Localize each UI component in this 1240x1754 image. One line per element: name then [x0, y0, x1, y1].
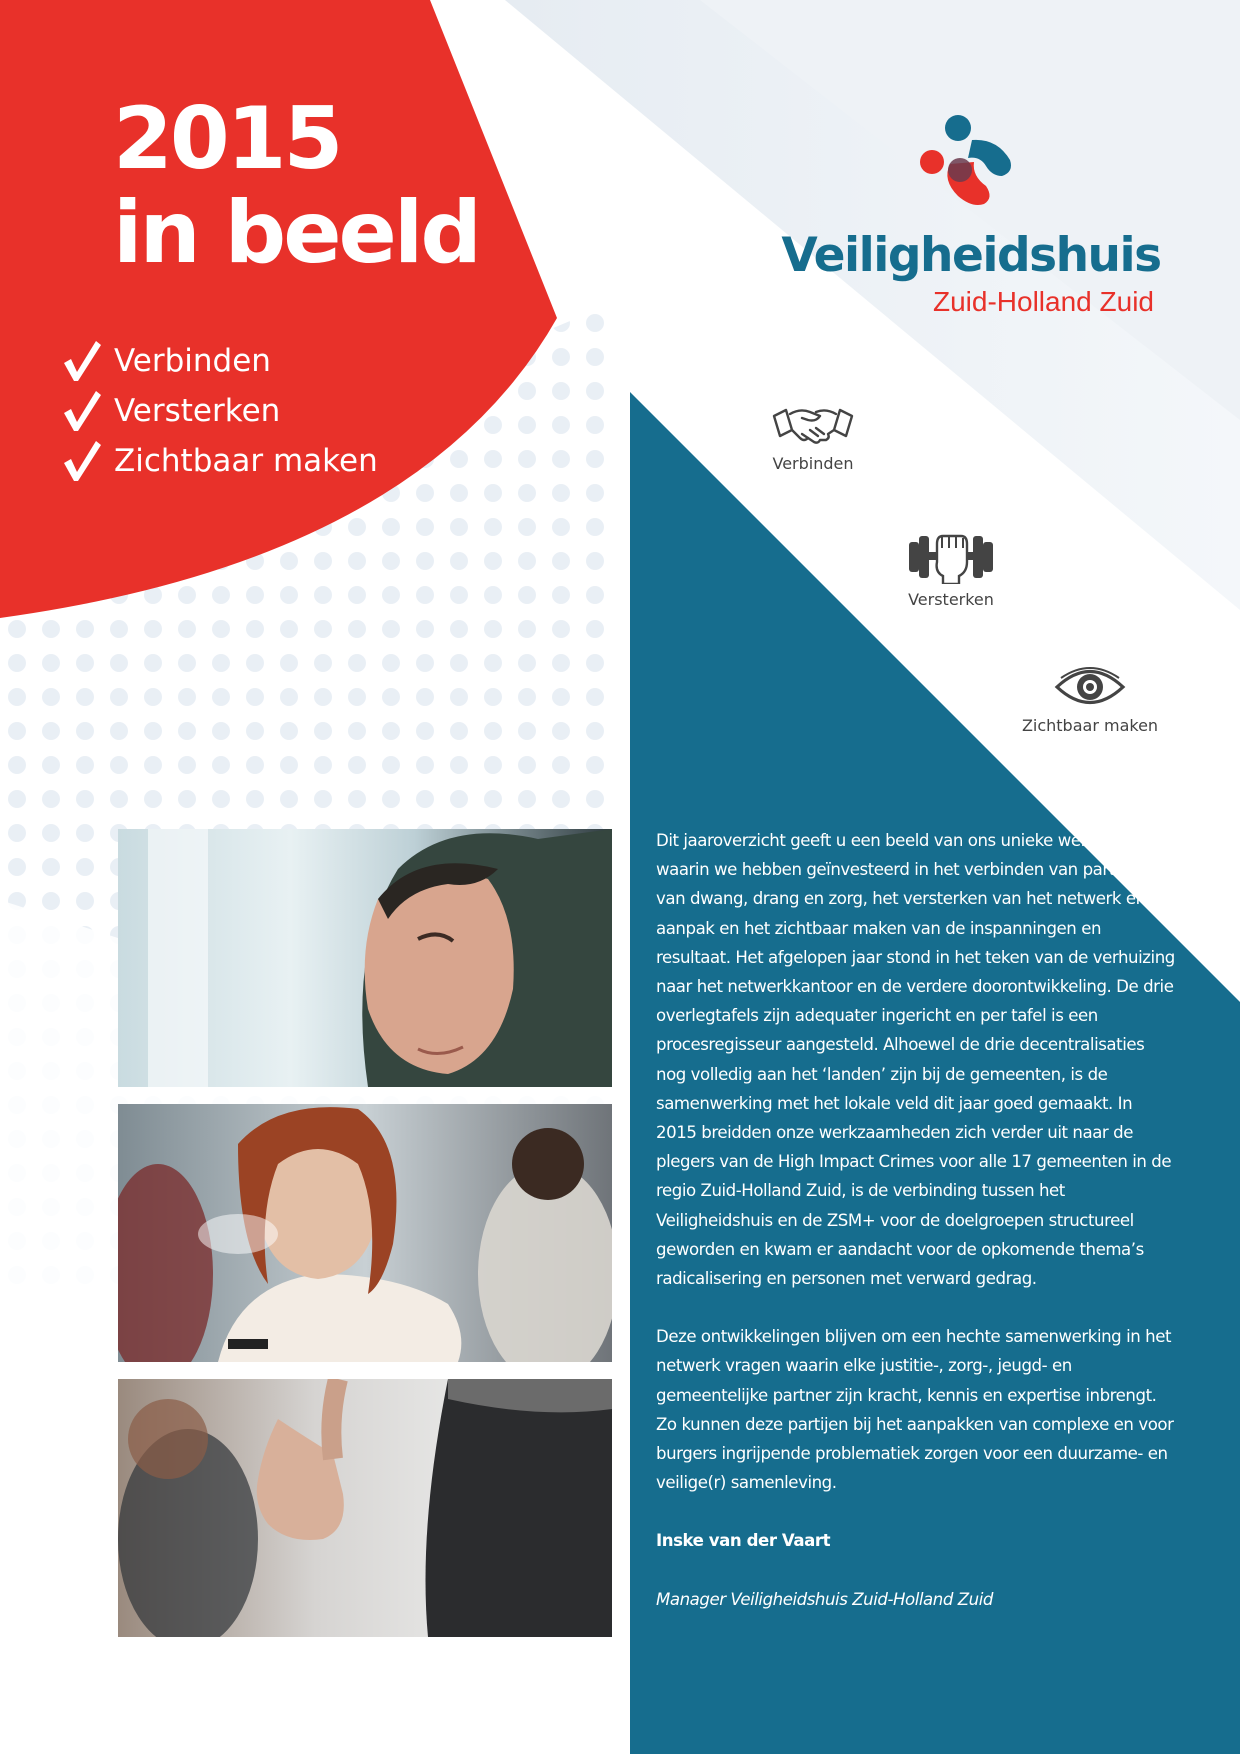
logo-name: Veiligheidshuis [781, 228, 1161, 283]
paragraph-outlook: Deze ontwikkelingen blijven om een hechte samenwerking in het netwerk vragen waarin elke justitie-, zorg-, jeugd- en gemeentelijke partner zijn kracht, kennis en expertise inbrengt. Zo kunnen deze partijen bij het aanpakken van complexe en voor burgers ingrijpende problematiek zorgen voor een duurzame- en veilige(r) samenleving. [656, 1327, 1174, 1493]
page-title [113, 89, 479, 283]
signature-name: Inske van der Vaart [656, 1531, 831, 1551]
eye-icon [1053, 664, 1127, 710]
pillar-label: Versterken [908, 590, 994, 609]
intro-text [656, 826, 1176, 1643]
handshake-icon [770, 402, 856, 448]
checklist-label: Verbinden [114, 343, 271, 379]
goals-checklist [62, 336, 378, 486]
dumbbell-fist-icon [901, 530, 1001, 584]
checklist-label: Versterken [114, 393, 281, 429]
checkmark-icon [62, 439, 102, 483]
signature-role: Manager Veiligheidshuis Zuid-Holland Zuid [656, 1589, 993, 1609]
checklist-item [62, 436, 378, 486]
checkmark-icon [62, 389, 102, 433]
title-year: 2015 [113, 89, 341, 189]
checklist-item [62, 386, 378, 436]
pillar-label: Zichtbaar maken [1021, 716, 1159, 735]
pillar-verbinden [758, 402, 868, 473]
checklist-item [62, 336, 378, 386]
pillar-versterken [888, 530, 1014, 609]
checklist-label: Zichtbaar maken [114, 443, 378, 479]
logo-figures-icon [902, 110, 1022, 230]
pillar-zichtbaar-maken [1020, 664, 1160, 735]
logo-subtitle: Zuid-Holland Zuid [933, 286, 1154, 317]
veiligheidshuis-logo [766, 110, 1176, 320]
pillar-label: Verbinden [772, 454, 854, 473]
photo-clenched-fist [118, 1379, 612, 1637]
checkmark-icon [62, 339, 102, 383]
paragraph-intro: Dit jaaroverzicht geeft u een beeld van ons unieke werk in 2015, waarin we hebben geïnvesteerd in het verbinden van partners en van dwang, drang en zorg, het versterken van het netwerk en de aanpak en het zichtbaar maken van de inspanningen en resultaat. Het afgelopen jaar stond in het teken van de verhuizing naar het netwerkkantoor en de verdere doorontwikkeling. De drie overlegtafels zijn adequater ingericht en per tafel is een procesregisseur aangesteld. Alhoewel de drie decentralisaties nog volledig aan het ‘landen’ zijn bij de gemeenten, is de samenwerking met het lokale veld dit jaar goed gemaakt. In 2015 breidden onze werkzaamheden zich verder uit naar de plegers van de High Impact Crimes voor alle 17 gemeenten in de regio Zuid-Holland Zuid, is de verbinding tussen het Veiligheidshuis en de ZSM+ voor de doelgroepen structureel geworden en kwam er aandacht voor de opkomende thema’s radicalisering en personen met verward gedrag. [656, 831, 1175, 1289]
title-subtitle: in beeld [113, 183, 479, 283]
photo-hooded-youth [118, 829, 612, 1087]
photo-girl-smoking [118, 1104, 612, 1362]
